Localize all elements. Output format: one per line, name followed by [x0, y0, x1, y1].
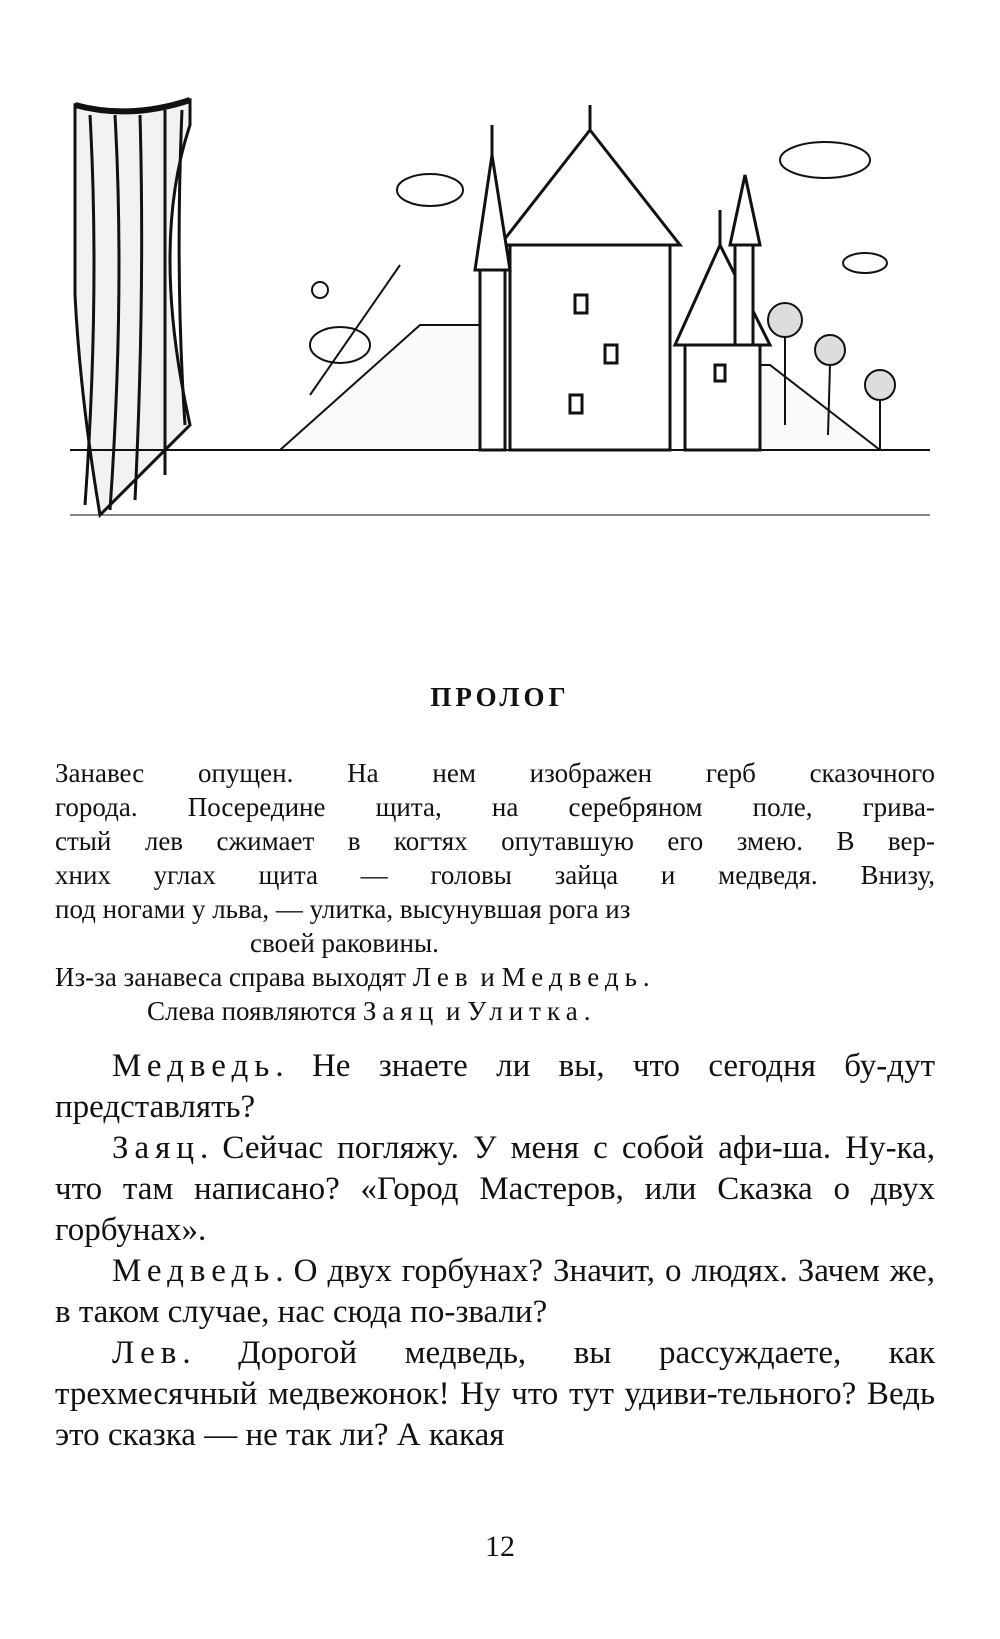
- stage-direction: [55, 756, 935, 1028]
- character-name: Улитка: [467, 996, 584, 1026]
- speaker-name: Медведь: [112, 1048, 276, 1084]
- left-spire: [475, 125, 510, 450]
- dialogue-paragraph: [55, 1128, 935, 1251]
- page-number: 12: [485, 1530, 515, 1563]
- dialogue-paragraph: [55, 1251, 935, 1333]
- speech-text: . Не знаете ли вы, что сегодня бу-дут представлять?: [55, 1048, 935, 1125]
- character-name: Лев: [412, 962, 474, 992]
- speaker-name: Заяц: [112, 1130, 201, 1166]
- entrance-text: Слева появляются: [147, 996, 363, 1026]
- speech-text: . Сейчас погляжу. У меня с собой афи-ша. Ну-ка, что там написано? «Город Мастеров, или Сказка о двух горбунах».: [55, 1130, 935, 1248]
- entrance-text: Из-за занавеса справа выходят: [55, 962, 413, 992]
- stage-direction-line: под ногами у льва, — улитка, высунувшая рога из: [55, 894, 631, 924]
- speaker-name: Лев: [112, 1335, 183, 1371]
- stage-direction-line: Занавес опущен. На нем изображен герб сказочного: [55, 758, 935, 788]
- dialogue-paragraph: [55, 1046, 935, 1128]
- entrance-text: и: [439, 996, 468, 1026]
- right-tower: [675, 175, 770, 450]
- stage-direction-line: своей раковины.: [250, 928, 439, 958]
- speaker-name: Медведь: [112, 1253, 276, 1289]
- entrance-text: .: [583, 996, 591, 1026]
- speech-text: . О двух горбунах? Значит, о людях. Зачем же, в таком случае, нас сюда по-звали?: [55, 1253, 935, 1330]
- dialogue-paragraph: [55, 1333, 935, 1456]
- character-name: Заяц: [362, 996, 440, 1026]
- main-tower: [500, 105, 680, 450]
- entrance-text: и: [473, 962, 502, 992]
- castle-curtain-illustration: [70, 95, 930, 545]
- stage-direction-line: стый лев сжимает в когтях опутавшую его змею. В вер-: [55, 826, 935, 856]
- grass-drawing: [70, 450, 930, 515]
- speech-text: . Дорогой медведь, вы рассуждаете, как трехмесячный медвежонок! Ну что тут удиви-тельного? Ведь это сказка — не так ли? А какая: [55, 1335, 935, 1453]
- stage-direction-entrance: [55, 994, 935, 1028]
- character-name: Медведь: [501, 962, 643, 992]
- stage-direction-line: города. Посередине щита, на серебряном поле, грива-: [55, 792, 935, 822]
- entrance-text: .: [642, 962, 650, 992]
- stage-direction-entrance: [55, 960, 935, 994]
- curtain-drawing: [75, 100, 190, 515]
- prologue-heading: ПРОЛОГ: [430, 682, 570, 712]
- dialogue-text: [55, 1046, 935, 1456]
- castle-icon: [70, 95, 930, 545]
- stage-direction-line: хних углах щита — головы зайца и медведя. Внизу,: [55, 860, 935, 890]
